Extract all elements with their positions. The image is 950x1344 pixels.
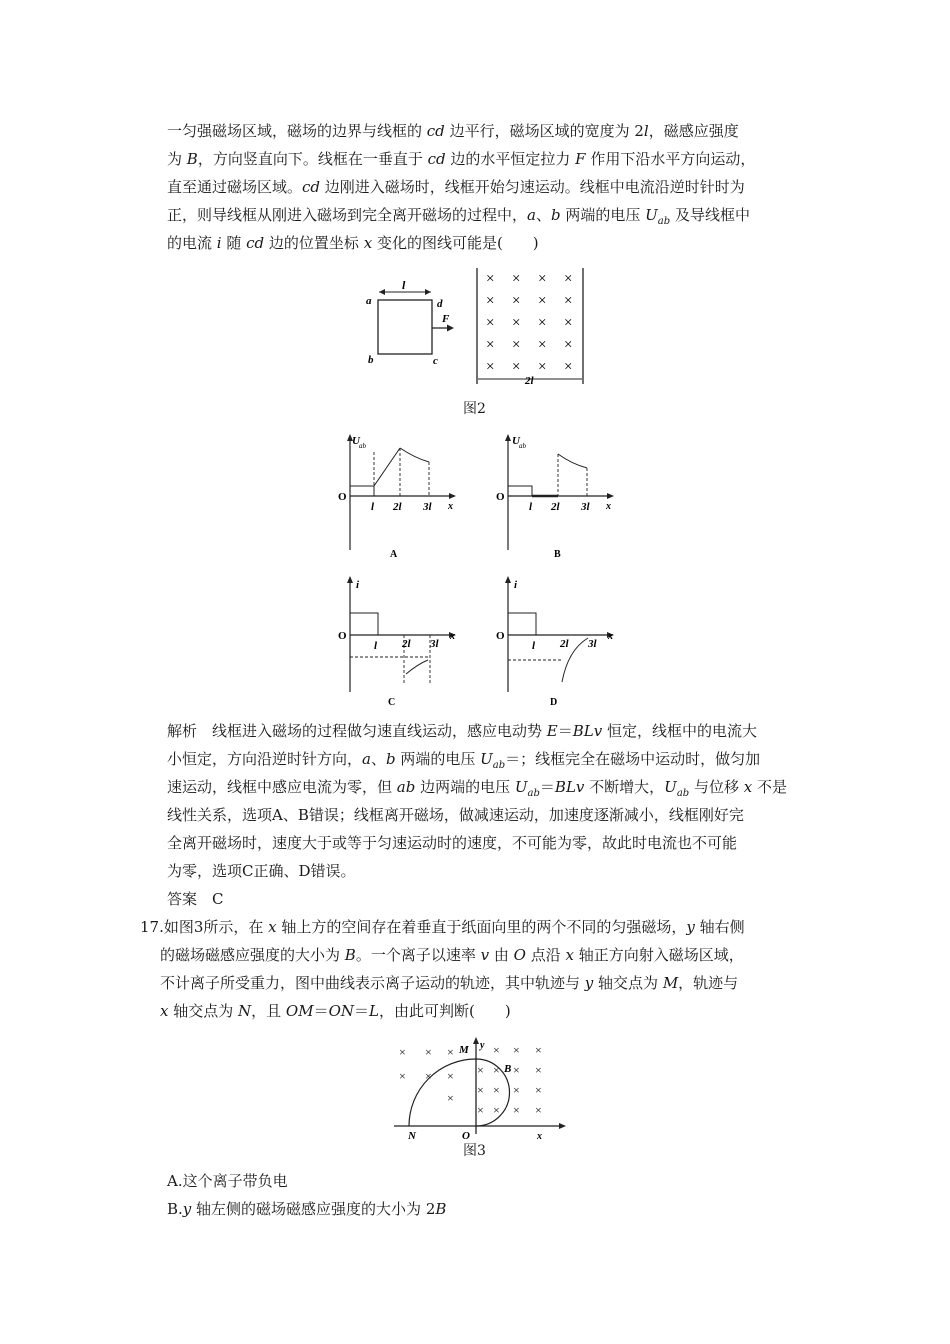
label-M: M xyxy=(459,1044,469,1056)
cross-mark: × xyxy=(493,1043,500,1057)
tick-l: l xyxy=(532,640,536,652)
analysis-line: 线性关系，选项A、B错误；线框离开磁场，做减速运动，加速度逐渐减小，线框刚好完 xyxy=(167,806,744,824)
tick-2l: 2l xyxy=(551,501,560,513)
cross-mark: × xyxy=(512,337,521,353)
field-crosses xyxy=(399,1043,542,1117)
analysis-line: 小恒定，方向沿逆时针方向，a、b 两端的电压 $U_{ab}=$；线框完全在磁场中运动时，做匀加 xyxy=(167,750,761,771)
cross-mark: × xyxy=(486,315,495,331)
tick-l: l xyxy=(529,501,533,513)
label-y: y xyxy=(480,1040,485,1051)
tick-2l: 2l xyxy=(402,638,411,650)
cross-mark: × xyxy=(493,1083,500,1097)
label-l: l xyxy=(402,278,406,292)
cross-mark: × xyxy=(447,1045,454,1059)
tick-l: l xyxy=(374,640,378,652)
cross-mark: × xyxy=(477,1063,484,1077)
label-c: c xyxy=(433,355,438,367)
origin-label: O xyxy=(338,630,347,642)
graph-label: C xyxy=(388,697,396,708)
graph-label: B xyxy=(554,549,561,560)
cross-mark: × xyxy=(538,359,547,375)
origin-label: O xyxy=(338,491,347,503)
label-2l: 2l xyxy=(525,375,534,387)
cross-mark: × xyxy=(564,359,573,375)
cross-mark: × xyxy=(538,293,547,309)
cross-mark: × xyxy=(486,271,495,287)
x-axis-label: x xyxy=(448,501,453,512)
wire-frame xyxy=(378,300,432,354)
q17-line: 不计离子所受重力，图中曲线表示离子运动的轨迹，其中轨迹与 y 轴交点为 M，轨迹与 xyxy=(160,974,739,992)
graph-D xyxy=(488,572,628,712)
cross-mark: × xyxy=(535,1103,542,1117)
cross-mark: × xyxy=(447,1069,454,1083)
cross-mark: × xyxy=(477,1083,484,1097)
tick-3l: 3l xyxy=(588,638,597,650)
analysis-line: 全离开磁场时，速度大于或等于匀速运动时的速度，不可能为零，故此时电流也不可能 xyxy=(167,834,738,852)
cross-mark: × xyxy=(477,1103,484,1117)
option-A: A.这个离子带负电 xyxy=(167,1172,288,1190)
cross-mark: × xyxy=(564,337,573,353)
cross-mark: × xyxy=(486,359,495,375)
field-crosses xyxy=(486,271,572,375)
q17-line: 的磁场磁感应强度的大小为 B。一个离子以速率 v 由 O 点沿 x 轴正方向射入磁场区域， xyxy=(160,946,744,964)
cross-mark: × xyxy=(513,1083,520,1097)
cross-mark: × xyxy=(513,1063,520,1077)
cross-mark: × xyxy=(564,271,573,287)
analysis-line: 速运动，线框中感应电流为零，但 ab 边两端的电压 $U_{ab}=BLv$ 不断增大，$U_{ab}$ 与位移 x 不是 xyxy=(167,778,787,799)
graph-B xyxy=(488,430,628,565)
cross-mark: × xyxy=(535,1083,542,1097)
cross-mark: × xyxy=(512,271,521,287)
label-B: B xyxy=(504,1063,512,1075)
label-d: d xyxy=(437,298,443,310)
cross-mark: × xyxy=(512,315,521,331)
cross-mark: × xyxy=(493,1103,500,1117)
question-line: 一匀强磁场区域，磁场的边界与线框的 cd 边平行，磁场区域的宽度为 2l，磁感应强度 xyxy=(167,122,739,140)
tick-3l: 3l xyxy=(430,638,439,650)
question-line: 的电流 i 随 cd 边的位置坐标 x 变化的图线可能是( ) xyxy=(167,234,539,252)
label-b: b xyxy=(368,354,374,366)
cross-mark: × xyxy=(447,1091,454,1105)
cross-mark: × xyxy=(425,1069,432,1083)
x-axis-label: x xyxy=(450,631,455,642)
graph-label: A xyxy=(390,549,398,560)
analysis-line: 解析 线框进入磁场的过程做匀速直线运动，感应电动势 E＝BLv 恒定，线框中的电流大 xyxy=(167,722,757,740)
label-F: F xyxy=(442,313,450,325)
tick-2l: 2l xyxy=(393,501,402,513)
origin-label: O xyxy=(496,491,505,503)
cross-mark: × xyxy=(512,359,521,375)
cross-mark: × xyxy=(535,1063,542,1077)
tick-2l: 2l xyxy=(560,638,569,650)
question-line: 正，则导线框从刚进入磁场到完全离开磁场的过程中，a、b 两端的电压 $U_{ab}$ 及导线框中 xyxy=(167,206,750,227)
graph-label: D xyxy=(550,697,558,708)
label-N: N xyxy=(408,1130,416,1140)
cross-mark: × xyxy=(425,1045,432,1059)
cross-mark: × xyxy=(399,1045,406,1059)
answer-line: 答案 C xyxy=(167,890,224,908)
cross-mark: × xyxy=(493,1063,500,1077)
y-axis-subscript: ab xyxy=(519,442,526,450)
q17-line: 17.如图3所示，在 x 轴上方的空间存在着垂直于纸面向里的两个不同的匀强磁场，y 轴右侧 xyxy=(140,918,745,936)
cross-mark: × xyxy=(486,337,495,353)
cross-mark: × xyxy=(486,293,495,309)
y-axis-label: U xyxy=(512,435,520,447)
tick-l: l xyxy=(371,501,375,513)
x-axis-label: x xyxy=(608,631,613,642)
label-O: O xyxy=(462,1130,470,1140)
cross-mark: × xyxy=(513,1103,520,1117)
y-axis-label: i xyxy=(356,579,360,591)
y-axis-label: U xyxy=(352,435,360,447)
label-x: x xyxy=(537,1131,542,1140)
question-line: 为 B，方向竖直向下。线框在一垂直于 cd 边的水平恒定拉力 F 作用下沿水平方向运动， xyxy=(167,150,756,168)
figure-2-caption: 图2 xyxy=(463,401,486,417)
cross-mark: × xyxy=(512,293,521,309)
graph-A xyxy=(330,430,470,565)
label-a: a xyxy=(366,295,372,307)
cross-mark: × xyxy=(538,337,547,353)
tick-3l: 3l xyxy=(581,501,590,513)
y-axis-label: i xyxy=(514,579,518,591)
cross-mark: × xyxy=(564,293,573,309)
analysis-line: 为零，选项C正确、D错误。 xyxy=(167,862,356,880)
figure-2 xyxy=(360,262,600,392)
option-B: B.y 轴左侧的磁场磁感应强度的大小为 2B xyxy=(167,1200,447,1218)
figure-3-caption: 图3 xyxy=(463,1143,486,1159)
graph-C xyxy=(330,572,470,712)
cross-mark: × xyxy=(513,1043,520,1057)
cross-mark: × xyxy=(564,315,573,331)
cross-mark: × xyxy=(535,1043,542,1057)
cross-mark: × xyxy=(538,271,547,287)
origin-label: O xyxy=(496,630,505,642)
cross-mark: × xyxy=(538,315,547,331)
tick-3l: 3l xyxy=(423,501,432,513)
cross-mark: × xyxy=(399,1069,406,1083)
x-axis-label: x xyxy=(606,501,611,512)
q17-line: x 轴交点为 N，且 OM＝ON＝L，由此可判断( ) xyxy=(160,1002,511,1020)
y-axis-subscript: ab xyxy=(359,442,366,450)
figure-3 xyxy=(390,1034,570,1140)
question-line: 直至通过磁场区域。cd 边刚进入磁场时，线框开始匀速运动。线框中电流沿逆时针时为 xyxy=(167,178,745,196)
